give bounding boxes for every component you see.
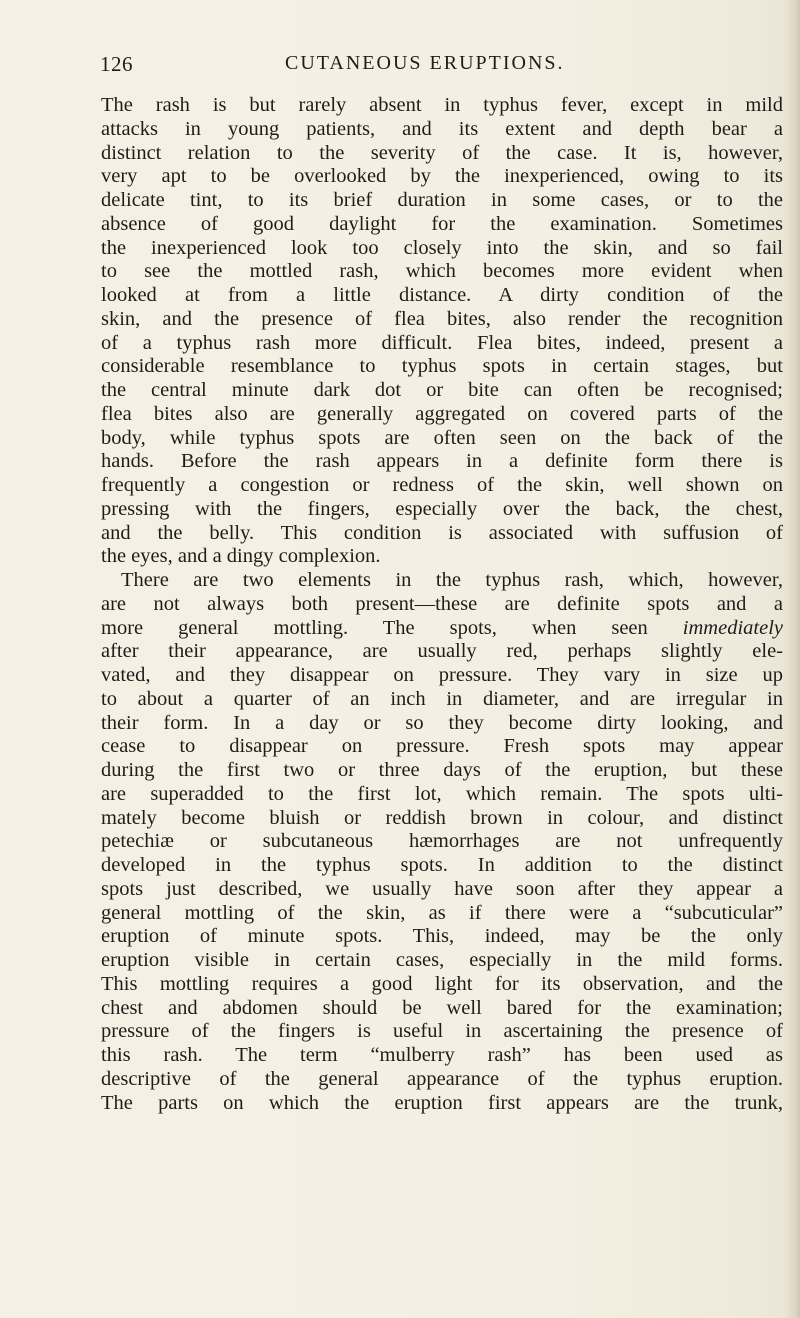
- text-line: chest and abdomen should be well bared for the examination;: [101, 996, 783, 1019]
- text-line: developed in the typhus spots. In addition to the distinct: [101, 854, 783, 876]
- text-line: cease to disappear on pressure. Fresh spots may appear: [101, 735, 783, 758]
- text-line: descriptive of the general appearance of the typhus eruption.: [101, 1067, 783, 1090]
- text-line: The rash is but rarely absent in typhus fever, except in mild: [101, 94, 783, 116]
- page-number: 126: [100, 52, 133, 76]
- text-line: delicate tint, to its brief duration in some cases, or to the: [101, 189, 783, 211]
- text-line: the inexperienced look too closely into the skin, and so fail: [101, 236, 783, 259]
- page-edge-shadow: [786, 0, 800, 1318]
- text-line: general mottling of the skin, as if there were a “subcuticular”: [101, 901, 783, 924]
- running-head: CUTANEOUS ERUPTIONS.: [285, 52, 565, 74]
- text-line: looked at from a little distance. A dirty condition of the: [101, 284, 783, 306]
- page-header: [100, 52, 780, 80]
- text-line: petechiæ or subcutaneous hæmorrhages are not unfrequently: [101, 830, 783, 853]
- text-line: during the first two or three days of the eruption, but these: [101, 759, 783, 781]
- text-line: frequently a congestion or redness of the skin, well shown on: [101, 474, 783, 496]
- text-line: considerable resemblance to typhus spots in certain stages, but: [101, 355, 783, 378]
- text-line: The parts on which the eruption first appears are the trunk,: [101, 1091, 783, 1114]
- text-line: are not always both present—these are definite spots and a: [101, 592, 783, 615]
- text-line: distinct relation to the severity of the case. It is, however,: [101, 141, 783, 164]
- text-line: absence of good daylight for the examination. Sometimes: [101, 212, 783, 235]
- text-line: [101, 617, 783, 641]
- text-line: spots just described, we usually have soon after they appear a: [101, 877, 783, 900]
- text-line: flea bites also are generally aggregated on covered parts of the: [101, 402, 783, 425]
- italic-word: immediately: [682, 616, 783, 639]
- text-line: pressure of the fingers is useful in ascertaining the presence of: [101, 1020, 783, 1043]
- text-line: This mottling requires a good light for its observation, and the: [101, 972, 783, 995]
- text-line: of a typhus rash more difficult. Flea bites, indeed, present a: [101, 331, 783, 354]
- text-segment: more general mottling. The spots, when seen: [101, 616, 683, 639]
- text-line: hands. Before the rash appears in a definite form there is: [101, 450, 783, 473]
- text-line: and the belly. This condition is associated with suffusion of: [101, 521, 783, 544]
- text-line: skin, and the presence of flea bites, also render the recognition: [101, 307, 783, 330]
- text-line: attacks in young patients, and its extent and depth bear a: [101, 117, 783, 140]
- text-line: the eyes, and a dingy complexion.: [101, 545, 381, 568]
- text-line: body, while typhus spots are often seen on the back of the: [101, 426, 783, 449]
- text-line: to see the mottled rash, which becomes more evident when: [101, 260, 783, 283]
- text-line: their form. In a day or so they become dirty looking, and: [101, 711, 783, 734]
- text-line: the central minute dark dot or bite can often be recognised;: [101, 379, 783, 401]
- text-line: very apt to be overlooked by the inexperienced, owing to its: [101, 165, 783, 188]
- text-line: mately become bluish or reddish brown in colour, and distinct: [101, 806, 783, 829]
- text-line: are superadded to the first lot, which remain. The spots ulti-: [101, 782, 783, 805]
- text-line: eruption of minute spots. This, indeed, may be the only: [101, 925, 783, 948]
- text-line: after their appearance, are usually red, perhaps slightly ele-: [101, 640, 783, 663]
- body-text: [101, 94, 783, 1115]
- text-line: to about a quarter of an inch in diameter, and are irregular in: [101, 687, 783, 710]
- text-line: vated, and they disappear on pressure. They vary in size up: [101, 664, 783, 686]
- text-line: There are two elements in the typhus rash, which, however,: [121, 569, 783, 591]
- text-line: eruption visible in certain cases, especially in the mild forms.: [101, 949, 783, 971]
- text-line: this rash. The term “mulberry rash” has been used as: [101, 1044, 783, 1066]
- text-line: pressing with the fingers, especially over the back, the chest,: [101, 497, 783, 520]
